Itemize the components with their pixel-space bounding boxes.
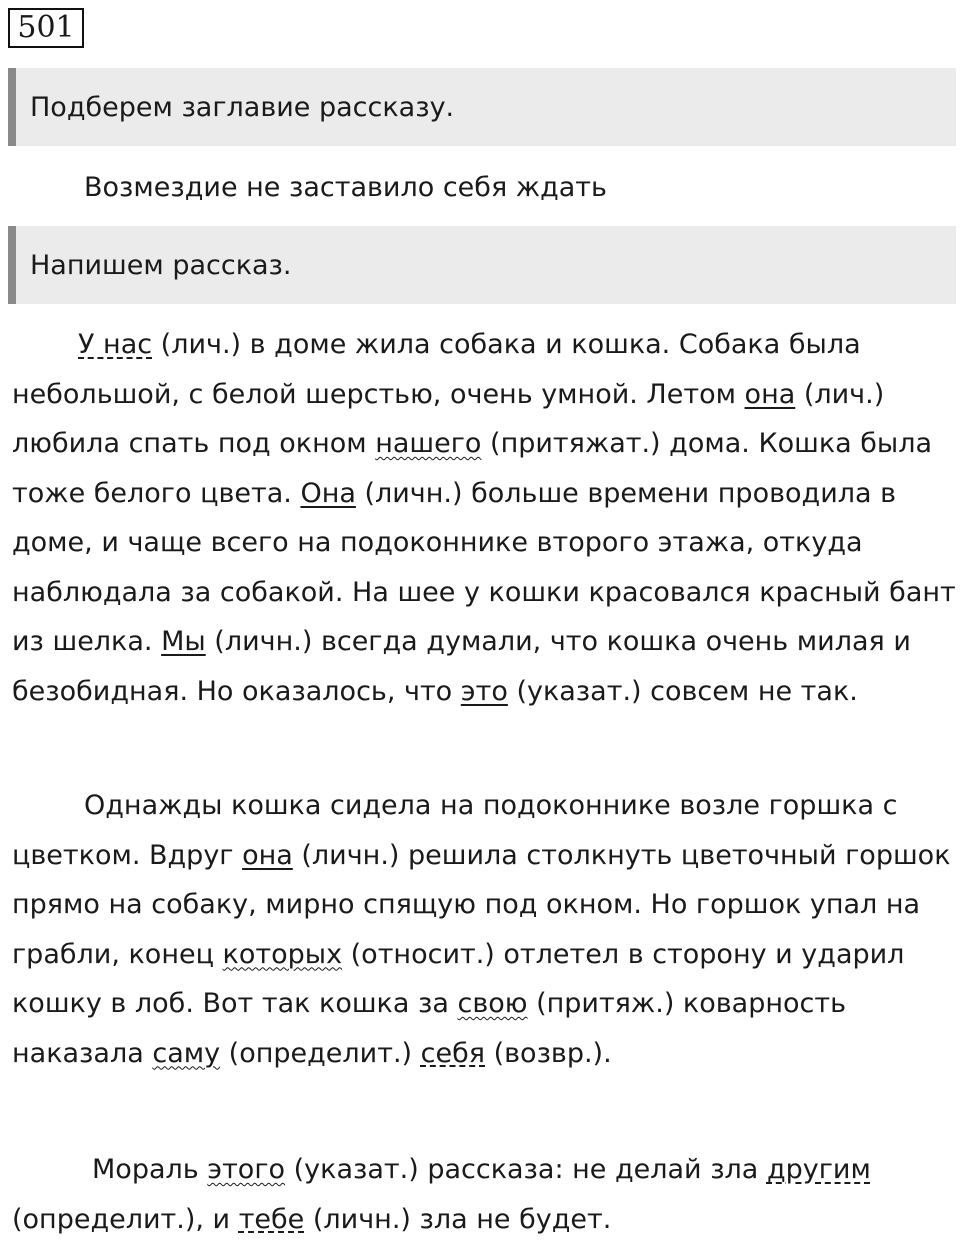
pronoun-my: Мы [161, 626, 206, 657]
pronoun-etogo: этого [207, 1154, 286, 1185]
section-heading-story: Напишем рассказ. [8, 226, 956, 304]
pronoun-kotoryh: которых [222, 938, 343, 970]
story-title: Возмездие не заставило себя ждать [84, 172, 607, 203]
pronoun-tebe: тебе [238, 1203, 305, 1235]
exercise-number: 501 [8, 8, 84, 48]
pronoun-sebya: себя [420, 1037, 486, 1069]
pronoun-svoyu: свою [457, 988, 528, 1019]
pronoun-ona-2: Она [300, 477, 356, 509]
pronoun-ona-3: она [242, 839, 293, 871]
story-paragraph-2: Однажды кошка сидела на подоконнике возле горшка с цветком. Вдруг она (личн.) решила столкнуть цветочный горшок прямо на собаку, мирно спящую под окном. Но горшок упал на грабли, конец которых (относит.) отлетел в сторону и ударил кошку в лоб. Вот так кошка за свою (притяж.) коварность наказала саму (определит.) себя (возвр.). [12, 790, 951, 1069]
section-heading-title: Подберем заглавие рассказу. [8, 68, 956, 146]
pronoun-samu: саму [152, 1037, 221, 1069]
story-paragraph-1: У нас (лич.) в доме жила собака и кошка. Собака была небольшой, с белой шерстью, очень умной. Летом она (лич.) любила спать под окном нашего (притяжат.) дома. Кошка была тоже белого цвета. Она (личн.) больше времени проводила в доме, и чаще всего на подоконнике второго этажа, откуда наблюдала за собакой. На шее у кошки красовался красный бант из шелка. Мы (личн.) всегда думали, что кошка очень милая и безобидная. Но оказалось, что это (указат.) совсем не так. [12, 329, 956, 707]
pronoun-drugim: другим [766, 1154, 871, 1185]
story-paragraph-3: Мораль этого (указат.) рассказа: не делай зла другим (определит.), и тебе (личн.) зла не будет. [12, 1154, 871, 1235]
pronoun-u-nas: У нас [78, 329, 153, 360]
pronoun-nashego: нашего [375, 428, 482, 459]
pronoun-eto: это [460, 675, 508, 707]
pronoun-ona: она [744, 378, 796, 410]
